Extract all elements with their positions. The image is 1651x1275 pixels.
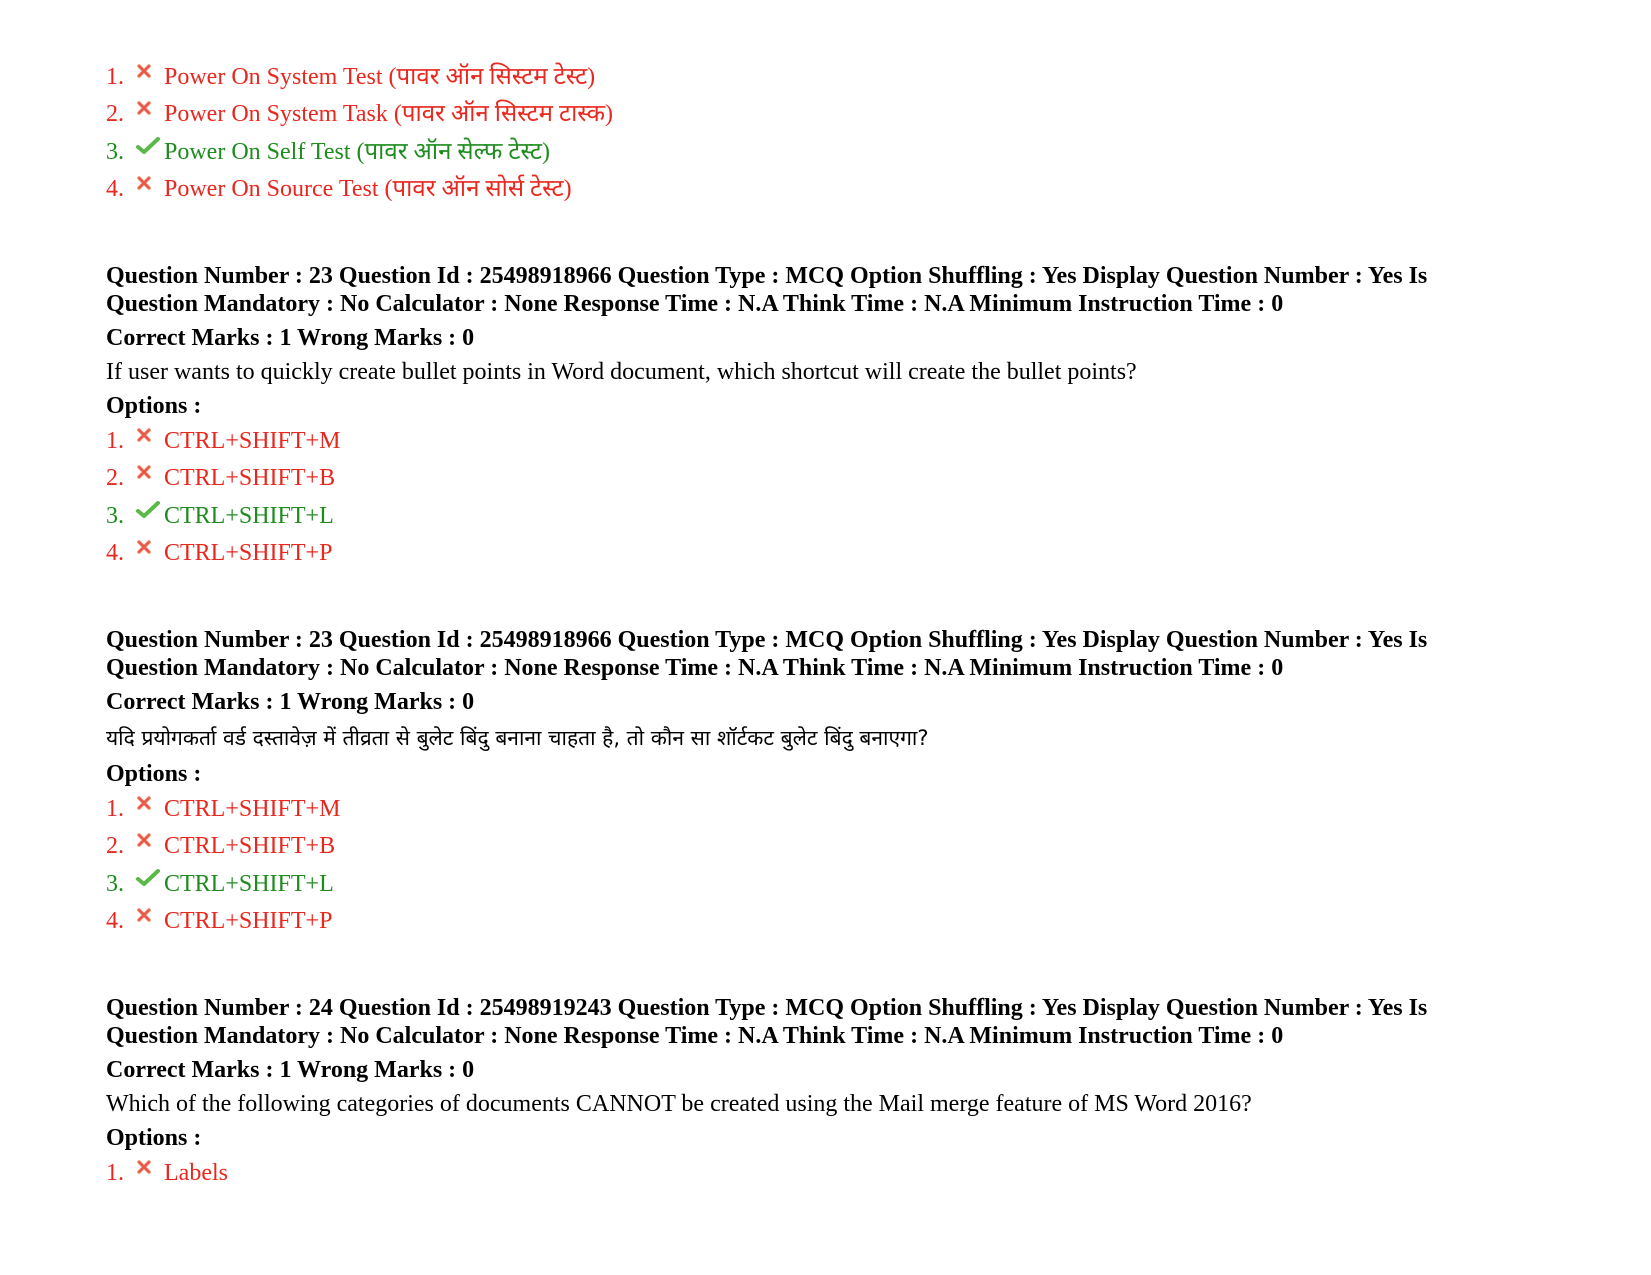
question-header-line: Question Mandatory : No Calculator : None Response Time : N.A Think Time : N.A Minimum Instruction Time : 0: [106, 291, 1284, 317]
options-label: Options :: [106, 1125, 202, 1151]
option-text: CTRL+SHIFT+P: [164, 540, 333, 567]
option-number: 4.: [106, 176, 124, 203]
option-item: [106, 58, 1546, 96]
option-item: [106, 865, 1546, 903]
question-header-line: Question Number : 23 Question Id : 25498918966 Question Type : MCQ Option Shuffling : Yes Display Question Number : Yes Is: [106, 627, 1428, 653]
question-block: [106, 626, 1546, 940]
cross-icon: [136, 464, 164, 480]
option-number: 4.: [106, 540, 124, 567]
option-number: 3.: [106, 502, 124, 529]
question-header-line: Question Number : 23 Question Id : 25498918966 Question Type : MCQ Option Shuffling : Yes Display Question Number : Yes Is: [106, 263, 1428, 289]
option-text: CTRL+SHIFT+P: [164, 908, 333, 935]
option-text: CTRL+SHIFT+B: [164, 833, 336, 860]
cross-icon: [136, 1159, 164, 1175]
option-item: [106, 133, 1546, 171]
option-item: [106, 903, 1546, 941]
question-marks: Correct Marks : 1 Wrong Marks : 0: [106, 325, 475, 351]
cross-icon: [136, 175, 164, 191]
option-number: 2.: [106, 101, 124, 128]
option-text: Power On Source Test (पावर ऑन सोर्स टेस्ट): [164, 176, 572, 203]
option-item: [106, 460, 1546, 498]
option-item: [106, 828, 1546, 866]
option-item: [106, 535, 1546, 573]
cross-icon: [136, 832, 164, 848]
question-block: [106, 994, 1546, 1192]
question-header-line: Question Mandatory : No Calculator : None Response Time : N.A Think Time : N.A Minimum Instruction Time : 0: [106, 655, 1284, 681]
option-list: [106, 422, 1546, 572]
option-text: CTRL+SHIFT+L: [164, 870, 334, 897]
option-number: 3.: [106, 870, 124, 897]
option-item: [106, 96, 1546, 134]
option-number: 2.: [106, 833, 124, 860]
cross-icon: [136, 907, 164, 923]
cross-icon: [136, 63, 164, 79]
option-text: Labels: [164, 1159, 228, 1186]
option-text: CTRL+SHIFT+M: [164, 795, 341, 822]
cross-icon: [136, 795, 164, 811]
option-text: CTRL+SHIFT+M: [164, 427, 341, 454]
option-list: [106, 58, 1546, 208]
options-label: Options :: [106, 393, 202, 419]
options-label: Options :: [106, 761, 202, 787]
option-item: [106, 790, 1546, 828]
option-number: 1.: [106, 63, 124, 90]
option-number: 1.: [106, 1159, 124, 1186]
option-item: [106, 171, 1546, 209]
question-text: Which of the following categories of documents CANNOT be created using the Mail merge feature of MS Word 2016?: [106, 1091, 1252, 1117]
question-header: [106, 626, 1526, 682]
option-text: Power On Self Test (पावर ऑन सेल्फ टेस्ट): [164, 138, 550, 165]
option-number: 2.: [106, 465, 124, 492]
check-icon: [136, 869, 164, 887]
check-icon: [136, 501, 164, 519]
option-number: 1.: [106, 795, 124, 822]
question-header-line: Question Number : 24 Question Id : 25498919243 Question Type : MCQ Option Shuffling : Yes Display Question Number : Yes Is: [106, 995, 1428, 1021]
question-block: [106, 262, 1546, 572]
option-text: Power On System Task (पावर ऑन सिस्टम टास्क): [164, 101, 614, 128]
question-header: [106, 994, 1526, 1050]
option-list: [106, 1154, 1546, 1192]
cross-icon: [136, 100, 164, 116]
question-marks: Correct Marks : 1 Wrong Marks : 0: [106, 1057, 475, 1083]
question-header: [106, 262, 1526, 318]
question-text: If user wants to quickly create bullet points in Word document, which shortcut will create the bullet points?: [106, 359, 1137, 385]
cross-icon: [136, 427, 164, 443]
option-list: [106, 790, 1546, 940]
option-number: 3.: [106, 138, 124, 165]
question-marks: Correct Marks : 1 Wrong Marks : 0: [106, 689, 475, 715]
question-paper: [106, 58, 1546, 1192]
cross-icon: [136, 539, 164, 555]
option-text: Power On System Test (पावर ऑन सिस्टम टेस्ट): [164, 63, 596, 90]
option-text: CTRL+SHIFT+L: [164, 502, 334, 529]
option-item: [106, 422, 1546, 460]
question-header-line: Question Mandatory : No Calculator : None Response Time : N.A Think Time : N.A Minimum Instruction Time : 0: [106, 1023, 1284, 1049]
option-text: CTRL+SHIFT+B: [164, 465, 336, 492]
check-icon: [136, 137, 164, 155]
option-number: 4.: [106, 908, 124, 935]
option-item: [106, 1154, 1546, 1192]
option-number: 1.: [106, 427, 124, 454]
option-item: [106, 497, 1546, 535]
question-text: यदि प्रयोगकर्ता वर्ड दस्तावेज़ में तीव्रता से बुलेट बिंदु बनाना चाहता है, तो कौन सा शॉर्टकट बुलेट बिंदु बनाएगा?: [106, 726, 929, 750]
